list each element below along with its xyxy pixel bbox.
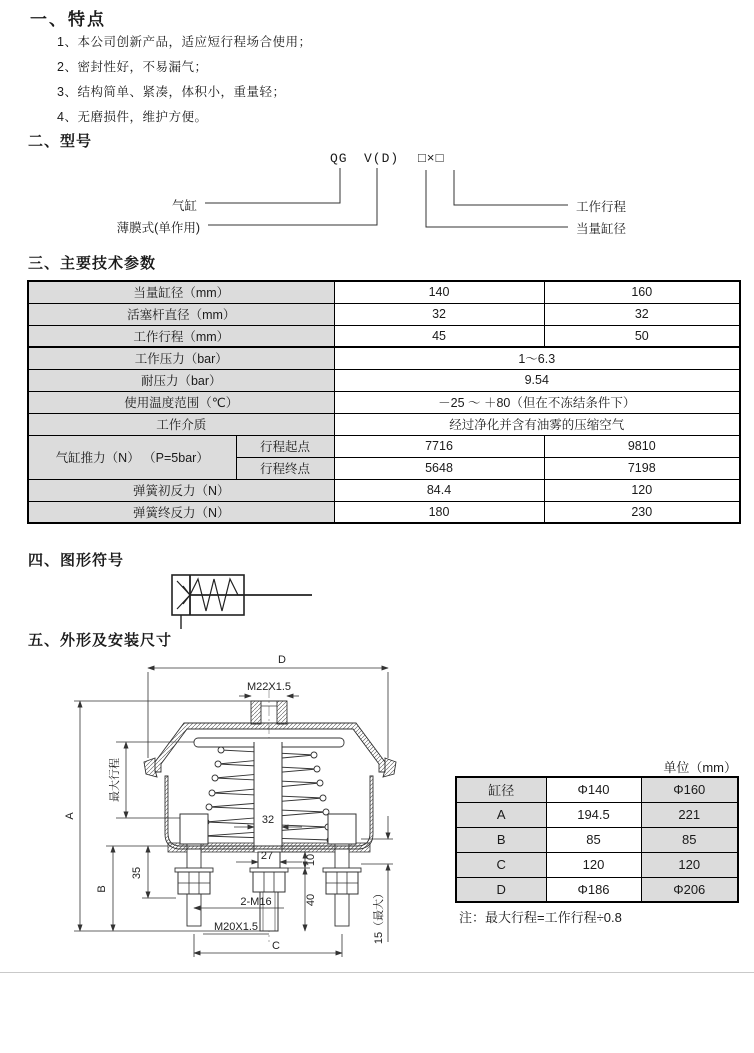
param-value-cell: 9.54 [334, 369, 740, 391]
param-label-cell: 活塞杆直径（mm） [28, 303, 334, 325]
dim-label-thread-bottom: M20X1.5 [213, 921, 259, 933]
model-heading: 二、型号 [28, 133, 93, 150]
param-group-label-cell: 气缸推力（N） （P=5bar） [28, 435, 236, 479]
callout-cylinder: 气缸 [171, 199, 197, 213]
param-value-cell: 230 [544, 501, 740, 523]
param-row [28, 501, 740, 523]
param-value-cell: 180 [334, 501, 544, 523]
dims-header-cell: 缸径 [456, 777, 546, 802]
dims-row [456, 852, 738, 877]
param-label-cell: 使用温度范围（℃） [28, 391, 334, 413]
param-sublabel-cell: 行程终点 [236, 457, 334, 479]
param-value-cell: 32 [544, 303, 740, 325]
dim-label-27: 27 [260, 850, 274, 862]
callout-diaphragm: 薄膜式(单作用) [116, 221, 200, 235]
dimensions-table [455, 776, 739, 903]
dims-value-cell: 194.5 [546, 802, 641, 827]
param-value-cell: 9810 [544, 435, 740, 457]
dim-label-40: 40 [305, 893, 317, 907]
feature-item: 3、结构简单、紧凑，体积小，重量轻； [57, 85, 286, 99]
param-row [28, 325, 740, 347]
symbol-heading: 四、图形符号 [28, 552, 125, 569]
callout-bore: 当量缸径 [576, 222, 627, 236]
param-value-cell: 140 [334, 281, 544, 303]
page-divider [0, 972, 754, 973]
dim-label-max-stroke: 最大行程 [109, 758, 121, 802]
param-value-cell: 84.4 [334, 479, 544, 501]
param-row [28, 479, 740, 501]
param-row [28, 281, 740, 303]
param-value-cell: 120 [544, 479, 740, 501]
param-label-cell: 工作介质 [28, 413, 334, 435]
dim-label-c: C [272, 940, 280, 952]
dims-row [456, 802, 738, 827]
param-label-cell: 弹簧终反力（N） [28, 501, 334, 523]
table-note: 注：最大行程=工作行程÷0.8 [459, 910, 622, 925]
param-row [28, 413, 740, 435]
dim-label-32: 32 [261, 814, 275, 826]
param-label-cell: 耐压力（bar） [28, 369, 334, 391]
parameters-heading: 三、主要技术参数 [28, 255, 157, 272]
dimensions-heading: 五、外形及安装尺寸 [28, 632, 173, 649]
param-row [28, 347, 740, 369]
param-sublabel-cell: 行程起点 [236, 435, 334, 457]
dims-value-cell: 221 [641, 802, 738, 827]
feature-item: 4、无磨损件，维护方便。 [57, 110, 208, 124]
param-value-cell: －25 ～ ＋80（但在不冻结条件下） [334, 391, 740, 413]
param-value-cell: 7198 [544, 457, 740, 479]
pneumatic-symbol-figure [170, 571, 320, 633]
dims-label-cell: B [456, 827, 546, 852]
feature-item: 1、本公司创新产品，适应短行程场合使用； [57, 35, 312, 49]
model-code-spec: □×□ [418, 151, 445, 166]
mounting-bolt-right [323, 814, 361, 926]
param-value-cell: 5648 [334, 457, 544, 479]
dim-label-bolts: 2-M16 [240, 896, 272, 908]
callout-stroke: 工作行程 [576, 200, 627, 214]
dims-label-cell: C [456, 852, 546, 877]
feature-item: 2、密封性好，不易漏气； [57, 60, 208, 74]
dims-value-cell: 85 [546, 827, 641, 852]
model-designation-diagram [0, 145, 754, 250]
dims-value-cell: Φ186 [546, 877, 641, 902]
dim-label-35: 35 [131, 866, 143, 880]
dim-label-10: 10 [305, 853, 317, 867]
unit-label: 单位（mm） [663, 760, 737, 775]
model-code-type: V(D) [364, 151, 400, 166]
dims-row [456, 827, 738, 852]
dims-header-row [456, 777, 738, 802]
param-value-cell: 32 [334, 303, 544, 325]
param-label-cell: 弹簧初反力（N） [28, 479, 334, 501]
dims-value-cell: Φ206 [641, 877, 738, 902]
param-row [28, 435, 740, 457]
param-row [28, 303, 740, 325]
dims-value-cell: 120 [546, 852, 641, 877]
dims-header-cell: Φ160 [641, 777, 738, 802]
param-label-cell: 当量缸径（mm） [28, 281, 334, 303]
dim-label-d: D [278, 654, 286, 666]
dim-label-a: A [64, 812, 76, 820]
flange-right [383, 758, 396, 777]
param-value-cell: 160 [544, 281, 740, 303]
param-row [28, 369, 740, 391]
flange-left [144, 758, 157, 777]
dims-header-cell: Φ140 [546, 777, 641, 802]
outline-drawing-figure [58, 646, 410, 970]
dims-row [456, 877, 738, 902]
param-row [28, 391, 740, 413]
mounting-bolt-left [175, 814, 213, 926]
dims-value-cell: 120 [641, 852, 738, 877]
dim-label-15max: 15（最大） [373, 887, 385, 945]
param-value-cell: 1～6.3 [334, 347, 740, 369]
param-value-cell: 经过净化并含有油雾的压缩空气 [334, 413, 740, 435]
dims-value-cell: 85 [641, 827, 738, 852]
parameters-table [27, 280, 741, 524]
param-value-cell: 50 [544, 325, 740, 347]
dim-label-thread-top: M22X1.5 [246, 681, 292, 693]
model-code-prefix: QG [330, 151, 348, 166]
param-value-cell: 45 [334, 325, 544, 347]
dim-label-b: B [96, 885, 108, 893]
dims-label-cell: A [456, 802, 546, 827]
param-label-cell: 工作行程（mm） [28, 325, 334, 347]
dims-label-cell: D [456, 877, 546, 902]
param-value-cell: 7716 [334, 435, 544, 457]
features-heading: 一、特点 [30, 10, 106, 29]
param-label-cell: 工作压力（bar） [28, 347, 334, 369]
